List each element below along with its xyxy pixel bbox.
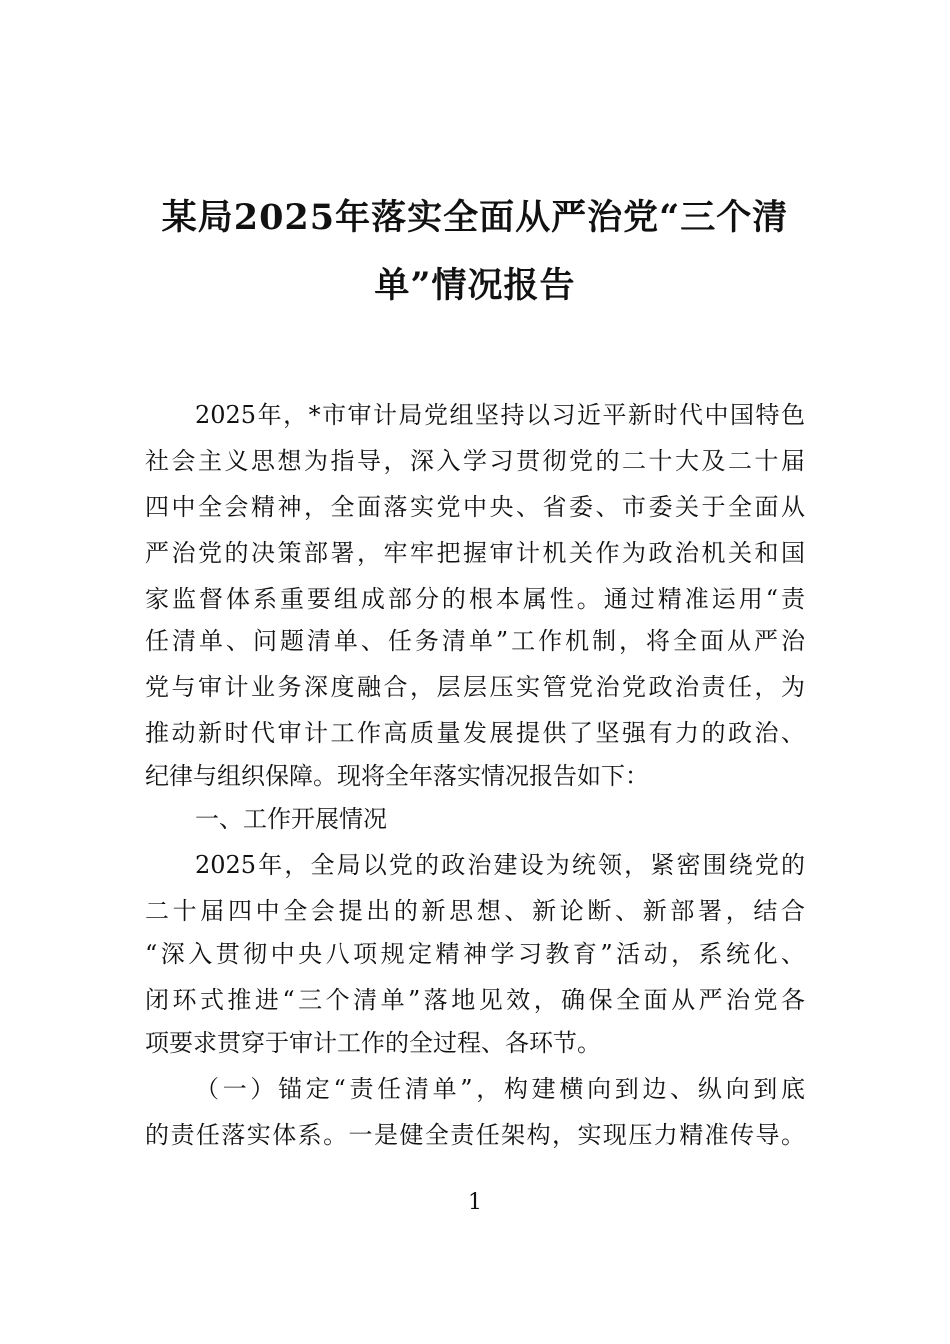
paragraph-2-line-1: 2025年，全局以党的政治建设为统领，紧密围绕党的 xyxy=(195,851,805,879)
document-title-line-1: 某局2025年落实全面从严治党“三个清 xyxy=(161,197,789,238)
page-number: 1 xyxy=(468,1190,482,1215)
paragraph-2-line-3: “深入贯彻中央八项规定精神学习教育”活动，系统化、 xyxy=(145,940,805,968)
paragraph-2-line-5: 项要求贯穿于审计工作的全过程、各环节。 xyxy=(145,1029,601,1057)
paragraph-2-line-4: 闭环式推进“三个清单”落地见效，确保全面从严治党各 xyxy=(145,986,805,1014)
paragraph-2-line-2: 二十届四中全会提出的新思想、新论断、新部署，结合 xyxy=(145,897,805,925)
paragraph-3-line-1: （一）锚定“责任清单”，构建横向到边、纵向到底 xyxy=(195,1075,805,1103)
paragraph-1-line-4: 严治党的决策部署，牢牢把握审计机关作为政治机关和国 xyxy=(145,539,805,567)
paragraph-1-line-2: 社会主义思想为指导，深入学习贯彻党的二十大及二十届 xyxy=(145,447,805,475)
document-title-line-2: 单”情况报告 xyxy=(374,265,576,306)
paragraph-1-line-6: 任清单、问题清单、任务清单”工作机制，将全面从严治 xyxy=(145,627,805,655)
paragraph-1-line-1: 2025年，*市审计局党组坚持以习近平新时代中国特色 xyxy=(195,401,805,429)
paragraph-1-line-8: 推动新时代审计工作高质量发展提供了坚强有力的政治、 xyxy=(145,719,805,747)
paragraph-1-line-9: 纪律与组织保障。现将全年落实情况报告如下： xyxy=(145,762,649,790)
paragraph-3-line-2: 的责任落实体系。一是健全责任架构，实现压力精准传导。 xyxy=(145,1121,805,1149)
section-1-heading: 一、工作开展情况 xyxy=(195,805,387,833)
paragraph-1-line-5: 家监督体系重要组成部分的根本属性。通过精准运用“责 xyxy=(145,585,805,613)
paragraph-1-line-3: 四中全会精神，全面落实党中央、省委、市委关于全面从 xyxy=(145,493,805,521)
paragraph-1-line-7: 党与审计业务深度融合，层层压实管党治党政治责任，为 xyxy=(145,673,805,701)
